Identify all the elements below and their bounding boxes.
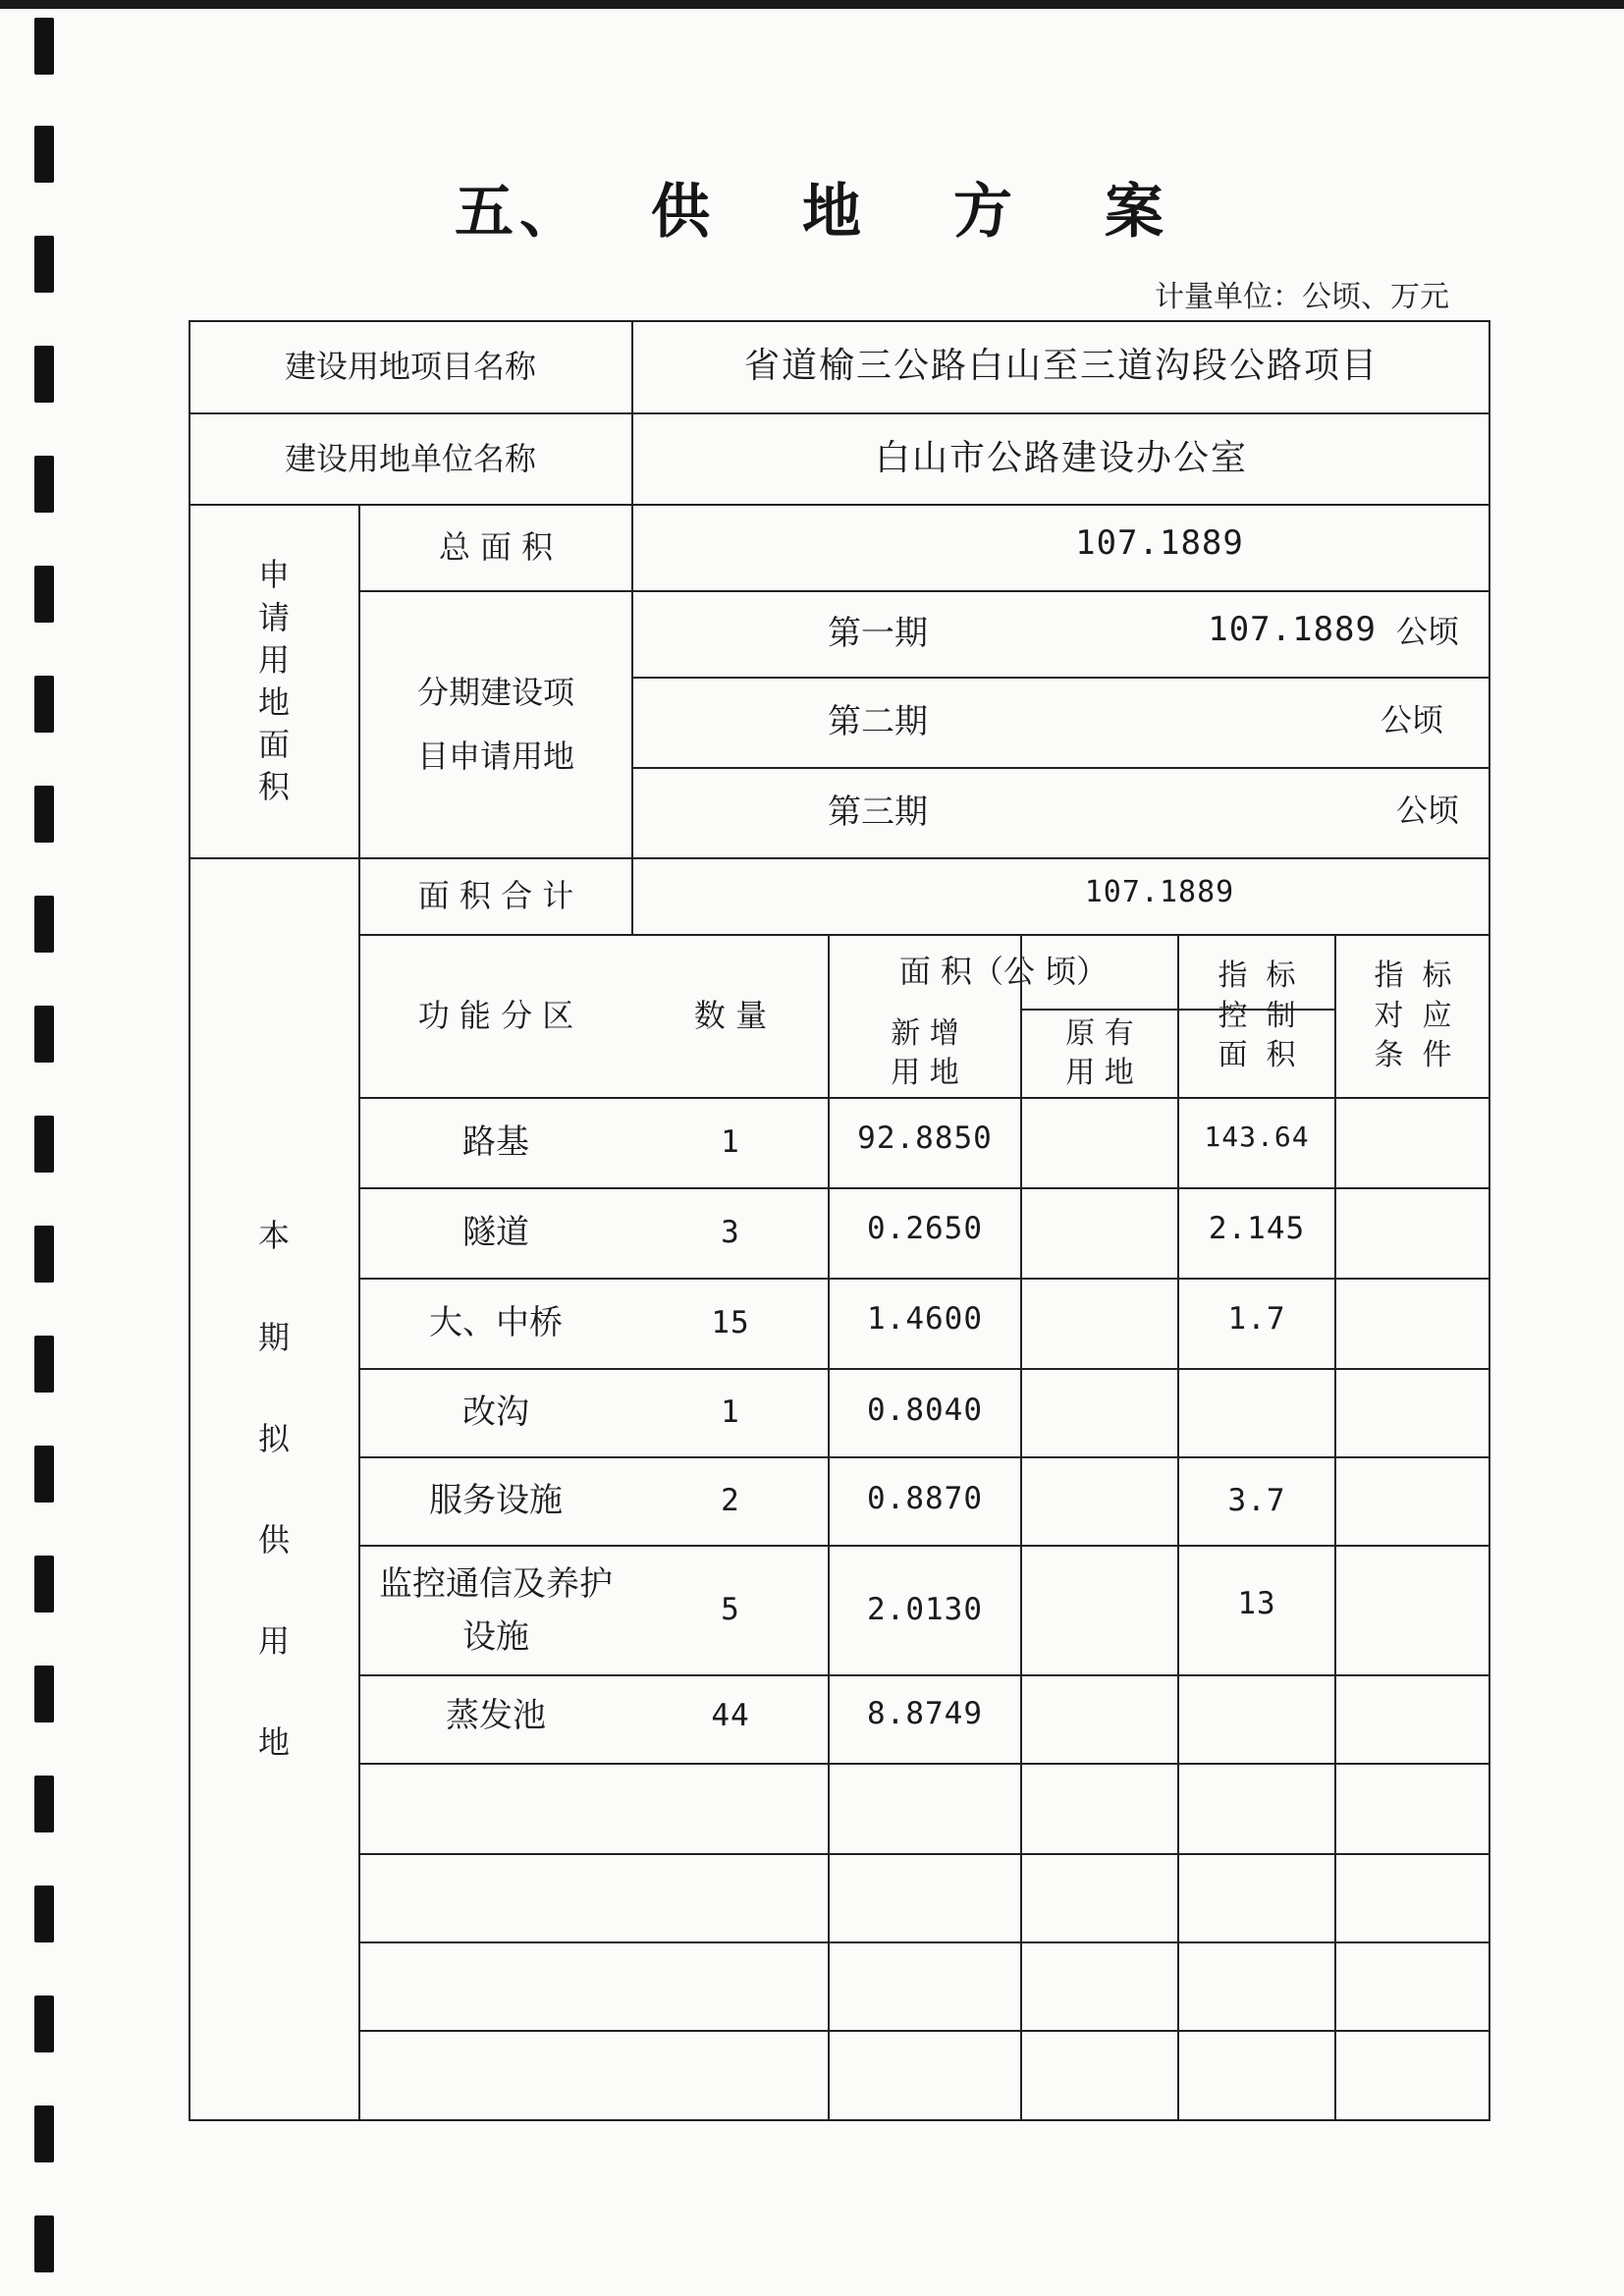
row-count: 1 bbox=[721, 1394, 740, 1431]
row-zone: 服务设施 bbox=[429, 1481, 563, 1521]
title-part: 供 bbox=[651, 178, 716, 246]
header-new-land bbox=[829, 1010, 1021, 1098]
phase-2-unit: 公顷 bbox=[1380, 701, 1443, 739]
header-line: 原 有 bbox=[1065, 1015, 1134, 1051]
area-total-label: 面 积 合 计 bbox=[417, 877, 574, 915]
row-control-area: 1.7 bbox=[1227, 1301, 1286, 1338]
punch-hole bbox=[34, 1556, 54, 1613]
row-new-land: 0.2650 bbox=[867, 1211, 983, 1247]
header-existing-land bbox=[1021, 1010, 1178, 1098]
punch-hole bbox=[34, 456, 54, 513]
punch-hole bbox=[34, 1446, 54, 1503]
row-existing-land bbox=[1021, 1188, 1178, 1279]
punch-hole bbox=[34, 346, 54, 403]
supply-section-label bbox=[189, 858, 359, 2121]
row-condition bbox=[1335, 1675, 1490, 1764]
punch-hole bbox=[34, 896, 54, 953]
row-zone: 路基 bbox=[462, 1122, 529, 1163]
row-count: 2 bbox=[721, 1483, 740, 1519]
row-zone: 改沟 bbox=[462, 1393, 529, 1433]
unit-name-value: 白山市公路建设办公室 bbox=[874, 438, 1248, 479]
row-condition bbox=[1335, 1457, 1490, 1546]
row-control-area: 2.145 bbox=[1208, 1211, 1306, 1247]
punch-hole bbox=[34, 1995, 54, 2052]
section-char: 供 bbox=[257, 1521, 290, 1558]
section-char: 申 bbox=[257, 556, 290, 594]
punch-hole bbox=[34, 1886, 54, 1942]
punch-hole bbox=[34, 2105, 54, 2162]
header-line: 指 标 bbox=[1218, 958, 1296, 994]
row-count: 15 bbox=[711, 1305, 750, 1341]
header-line: 新 增 bbox=[891, 1015, 959, 1051]
section-char: 积 bbox=[257, 768, 290, 806]
header-line: 用 地 bbox=[891, 1056, 959, 1090]
project-name-label: 建设用地项目名称 bbox=[284, 347, 536, 385]
phase-1-unit: 公顷 bbox=[1395, 613, 1459, 651]
phase-3-unit: 公顷 bbox=[1395, 792, 1459, 830]
row-zone: 隧道 bbox=[462, 1213, 529, 1253]
row-condition bbox=[1335, 1098, 1490, 1188]
row-control-area bbox=[1178, 1675, 1335, 1764]
phase-1-name: 第一期 bbox=[828, 614, 928, 654]
title-part: 地 bbox=[802, 178, 867, 246]
header-control-area bbox=[1178, 935, 1335, 1098]
unit-name-label: 建设用地单位名称 bbox=[284, 439, 536, 477]
section-char: 用 bbox=[257, 640, 290, 679]
phased-apply-label bbox=[359, 591, 632, 858]
row-condition bbox=[1335, 1188, 1490, 1279]
row-condition bbox=[1335, 1546, 1490, 1675]
phase-3-name: 第三期 bbox=[828, 793, 928, 833]
unit-note: 计量单位：公顷、万元 bbox=[1155, 280, 1449, 314]
row-existing-land bbox=[1021, 1675, 1178, 1764]
total-area-value: 107.1889 bbox=[1075, 523, 1244, 564]
apply-area-section-label bbox=[189, 505, 359, 858]
page-title bbox=[0, 165, 1624, 249]
project-name-value: 省道榆三公路白山至三道沟段公路项目 bbox=[743, 346, 1379, 387]
total-area-label: 总 面 积 bbox=[438, 528, 554, 567]
phased-label-line: 分期建设项 bbox=[416, 673, 574, 711]
row-count: 5 bbox=[721, 1592, 740, 1628]
punch-hole bbox=[34, 18, 54, 75]
row-count: 44 bbox=[711, 1698, 750, 1734]
header-count: 数 量 bbox=[693, 997, 768, 1035]
header-area: 面 积（公 顷） bbox=[898, 953, 1109, 991]
row-new-land: 2.0130 bbox=[867, 1592, 983, 1628]
punch-hole bbox=[34, 786, 54, 843]
row-existing-land bbox=[1021, 1098, 1178, 1188]
row-control-area bbox=[1178, 1369, 1335, 1457]
row-control-area: 13 bbox=[1237, 1586, 1276, 1622]
row-count: 1 bbox=[721, 1124, 740, 1161]
row-zone: 蒸发池 bbox=[446, 1696, 546, 1736]
supply-table bbox=[189, 320, 1490, 2121]
row-new-land: 1.4600 bbox=[867, 1301, 983, 1338]
header-line: 对 应 bbox=[1374, 998, 1452, 1033]
row-existing-land bbox=[1021, 1546, 1178, 1675]
phase-1-value: 107.1889 bbox=[1208, 610, 1377, 650]
row-condition bbox=[1335, 1369, 1490, 1457]
row-zone: 大、中桥 bbox=[429, 1303, 563, 1343]
section-char: 拟 bbox=[257, 1419, 290, 1457]
punch-hole bbox=[34, 566, 54, 623]
row-control-area: 143.64 bbox=[1204, 1121, 1310, 1154]
section-char: 地 bbox=[257, 683, 290, 721]
header-zone: 功 能 分 区 bbox=[417, 997, 574, 1035]
header-line: 指 标 bbox=[1374, 958, 1452, 994]
punch-hole bbox=[34, 1116, 54, 1173]
scan-top-edge bbox=[0, 0, 1624, 9]
punch-hole bbox=[34, 1666, 54, 1722]
section-char: 用 bbox=[257, 1622, 290, 1661]
punch-hole bbox=[34, 1226, 54, 1283]
section-char: 地 bbox=[257, 1723, 290, 1762]
row-existing-land bbox=[1021, 1457, 1178, 1546]
row-zone: 监控通信及养护设施 bbox=[379, 1563, 613, 1657]
row-new-land: 0.8040 bbox=[867, 1393, 983, 1429]
title-part: 五、 bbox=[455, 178, 584, 246]
punch-hole bbox=[34, 2215, 54, 2272]
row-existing-land bbox=[1021, 1279, 1178, 1369]
punch-hole bbox=[34, 1006, 54, 1063]
section-char: 期 bbox=[257, 1318, 290, 1356]
row-count: 3 bbox=[721, 1215, 740, 1251]
section-char: 本 bbox=[257, 1217, 290, 1255]
punch-hole bbox=[34, 1776, 54, 1832]
phased-label-line: 目申请用地 bbox=[416, 738, 574, 775]
section-char: 面 bbox=[257, 726, 290, 764]
title-part: 方 bbox=[953, 178, 1018, 246]
header-line: 条 件 bbox=[1374, 1038, 1452, 1073]
punch-hole bbox=[34, 676, 54, 733]
header-conditions bbox=[1335, 935, 1490, 1098]
row-new-land: 8.8749 bbox=[867, 1696, 983, 1732]
row-existing-land bbox=[1021, 1369, 1178, 1457]
row-new-land: 0.8870 bbox=[867, 1481, 983, 1517]
header-line: 面 积 bbox=[1218, 1038, 1296, 1073]
row-condition bbox=[1335, 1279, 1490, 1369]
header-line: 用 地 bbox=[1065, 1056, 1134, 1090]
section-char: 请 bbox=[257, 598, 290, 636]
header-line: 控 制 bbox=[1218, 998, 1296, 1033]
binding-holes bbox=[0, 0, 88, 2296]
punch-hole bbox=[34, 1336, 54, 1393]
row-control-area: 3.7 bbox=[1227, 1483, 1286, 1519]
title-part: 案 bbox=[1105, 178, 1169, 246]
row-new-land: 92.8850 bbox=[857, 1121, 993, 1157]
phase-2-name: 第二期 bbox=[828, 702, 928, 742]
area-total-value: 107.1889 bbox=[1084, 874, 1235, 909]
